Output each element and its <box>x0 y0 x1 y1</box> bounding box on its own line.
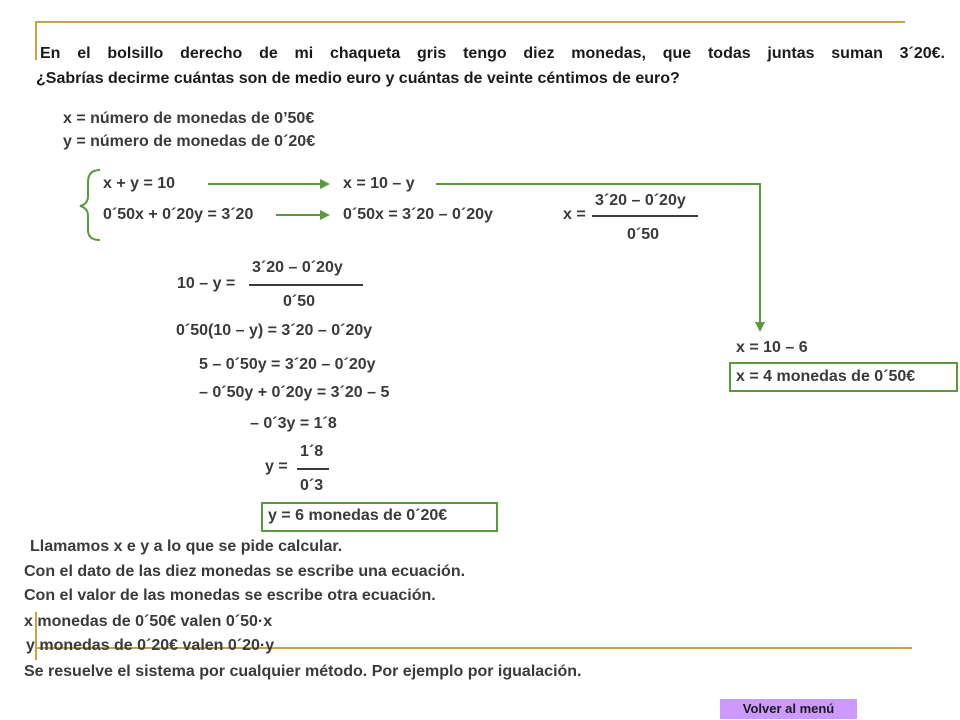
problem-line-1: En el bolsillo derecho de mi chaqueta gris tengo diez monedas, que todas juntas suman 3´20€. <box>40 45 945 62</box>
step-1-fraction-bar <box>249 284 363 286</box>
step-1-lhs: 10 – y = <box>177 275 236 292</box>
step-5: – 0´3y = 1´8 <box>250 415 337 432</box>
step-6-denominator: 0´3 <box>300 477 324 494</box>
x-substitution: x = 10 – 6 <box>736 339 808 356</box>
arrow-eq2-head <box>320 210 330 220</box>
x-expression-lhs: x = <box>563 206 586 223</box>
system-brace <box>80 170 100 240</box>
definition-y: y = número de monedas de 0´20€ <box>63 133 316 150</box>
step-6-numerator: 1´8 <box>300 443 324 460</box>
x-expression-numerator: 3´20 – 0´20y <box>595 192 686 209</box>
explanation-4: x monedas de 0´50€ valen 0´50·x <box>24 613 273 630</box>
y-result: y = 6 monedas de 0´20€ <box>268 507 448 524</box>
step-4: – 0´50y + 0´20y = 3´20 – 5 <box>199 384 390 401</box>
arrow-substitute-head <box>755 322 765 332</box>
equation-2-step: 0´50x = 3´20 – 0´20y <box>343 206 493 223</box>
x-result: x = 4 monedas de 0´50€ <box>736 368 916 385</box>
x-expression-denominator: 0´50 <box>627 226 660 243</box>
explanation-3: Con el valor de las monedas se escribe otra ecuación. <box>24 587 436 604</box>
x-expression-fraction-bar <box>592 215 698 217</box>
step-1-numerator: 3´20 – 0´20y <box>252 259 343 276</box>
explanation-6: Se resuelve el sistema por cualquier método. Por ejemplo por igualación. <box>24 663 582 680</box>
step-1-denominator: 0´50 <box>283 293 316 310</box>
definition-x: x = número de monedas de 0’50€ <box>63 110 315 127</box>
equation-1: x + y = 10 <box>103 175 176 192</box>
back-to-menu-button[interactable]: Volver al menú <box>720 699 857 719</box>
step-3: 5 – 0´50y = 3´20 – 0´20y <box>199 356 376 373</box>
step-6-lhs: y = <box>265 458 288 475</box>
explanation-5: y monedas de 0´20€ valen 0´20·y <box>26 637 275 654</box>
explanation-2: Con el dato de las diez monedas se escribe una ecuación. <box>24 563 466 580</box>
step-2: 0´50(10 – y) = 3´20 – 0´20y <box>176 322 373 339</box>
problem-line-2: ¿Sabrías decirme cuántas son de medio euro y cuántas de veinte céntimos de euro? <box>36 70 680 87</box>
explanation-1: Llamamos x e y a lo que se pide calcular. <box>30 538 343 555</box>
equation-1-solved: x = 10 – y <box>343 175 415 192</box>
arrow-eq1-head <box>320 179 330 189</box>
step-6-fraction-bar <box>297 468 329 470</box>
equation-2: 0´50x + 0´20y = 3´20 <box>103 206 254 223</box>
